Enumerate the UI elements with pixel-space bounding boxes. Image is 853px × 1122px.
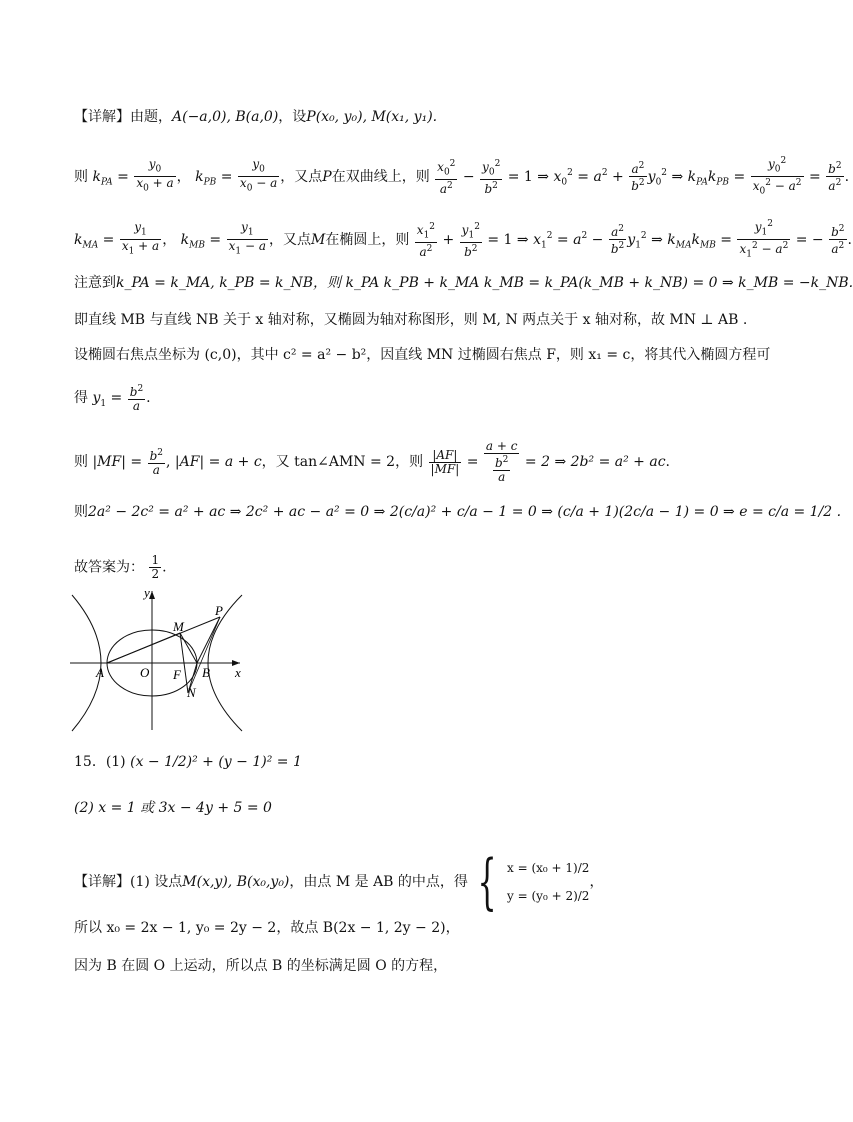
question-number: 15．(1) [74, 754, 126, 770]
label-A: A [96, 665, 104, 680]
y-axis-arrow [149, 591, 155, 599]
line-6: 设椭圆右焦点坐标为 (c,0)，其中 c² = a² − b²，因直线 MN 过椭圆右焦点 F，则 x₁ = c，将其代入椭圆方程可 [74, 347, 771, 363]
line-2: 则 $k_{PA}$ = $\frac{y_0}{x_0 + a}$ ， $k_{PB}$ = $\frac{y_0}{x_0 - a}$ ，又点P在双曲线上，则 $\frac{x_0^2}{a^2}$ − $\frac{y_0^2}{b^2}$ = 1 ⇒ $x_0^2 = a^2$ + $\frac{a^2}{b^2}$ $y_0^2$ ⇒ $k_{PA}k_{PB}$ = $\frac{y_0^2}{x_0^2 - a^2}$ = $\frac{b^2}{a^2}$ . [74, 156, 850, 197]
detail-1: 【详解】(1) 设点M(x,y), B(x₀,y₀)，由点 M 是 AB 的中点，得 { x = (x₀ + 1)/2 y = (y₀ + 2)/2 ， [74, 847, 604, 917]
label-F: F [173, 667, 181, 682]
label-y: y [144, 585, 150, 600]
label-O: O [140, 665, 150, 680]
geometry-diagram [70, 585, 250, 730]
line-3: $k_{MA}$ = $\frac{y_1}{x_1 + a}$ ， $k_{MB}$ = $\frac{y_1}{x_1 - a}$ ，又点M在椭圆上，则 $\frac{x_1^2}{a^2}$ + $\frac{y_1^2}{b^2}$ = 1 ⇒ $x_1^2 = a^2$ − $\frac{a^2}{b^2}$ $y_1^2$ ⇒ $k_{MA}k_{MB}$ = $\frac{y_1^2}{x_1^2 - a^2}$ = − $\frac{b^2}{a^2}$ . [74, 219, 852, 260]
line-MB [180, 633, 197, 663]
system-brace: { [477, 847, 498, 917]
label-P: P [215, 603, 223, 618]
detail-3: 因为 B 在圆 O 上运动，所以点 B 的坐标满足圆 O 的方程， [74, 958, 448, 974]
line-7: 得 $y_1$ = $\frac{b^2}{a}$ . [74, 384, 151, 413]
q15-answer-2: (2) x = 1 或 3x − 4y + 5 = 0 [74, 800, 272, 816]
line-1: 【详解】由题，A(−a,0), B(a,0)，设P(x₀, y₀), M(x₁, y₁). [74, 109, 438, 125]
line-5: 即直线 MB 与直线 NB 关于 x 轴对称，又椭圆为轴对称图形，则 M, N 两点关于 x 轴对称，故 MN ⊥ AB . [74, 312, 748, 328]
label-M: M [173, 619, 184, 634]
label-x: x [235, 665, 241, 680]
label-N: N [187, 685, 196, 700]
line-9: 则2a² − 2c² = a² + ac ⇒ 2c² + ac − a² = 0 ⇒ 2(c/a)² + c/a − 1 = 0 ⇒ (c/a + 1)(2c/a − 1) = 0 ⇒ e = c/a = 1/2 . [74, 504, 842, 520]
line-8: 则 |MF| = $\frac{b^2}{a}$ , |AF| = a + c，又 tan∠AMN = 2，则 $\frac{|AF|}{|MF|}$ = $\frac{a + c}{\frac{b^2}{a}}$ = 2 ⇒ 2b² = a² + ac. [74, 439, 670, 484]
equation-system: x = (x₀ + 1)/2 y = (y₀ + 2)/2 [507, 861, 590, 903]
detail-heading: 【详解】由题， [74, 109, 172, 125]
line-10: 故答案为： $\frac{1}{2}$ . [74, 553, 167, 581]
q15-answer-1: 15．(1) (x − 1/2)² + (y − 1)² = 1 [74, 754, 302, 770]
label-B: B [202, 665, 210, 680]
detail-2: 所以 x₀ = 2x − 1, y₀ = 2y − 2，故点 B(2x − 1, 2y − 2)， [74, 920, 460, 936]
line-4: 注意到k_PA = k_MA, k_PB = k_NB，则 k_PA k_PB + k_MA k_MB = k_PA(k_MB + k_NB) = 0 ⇒ k_MB = −k_NB. [74, 275, 853, 291]
line-AM [107, 633, 180, 663]
